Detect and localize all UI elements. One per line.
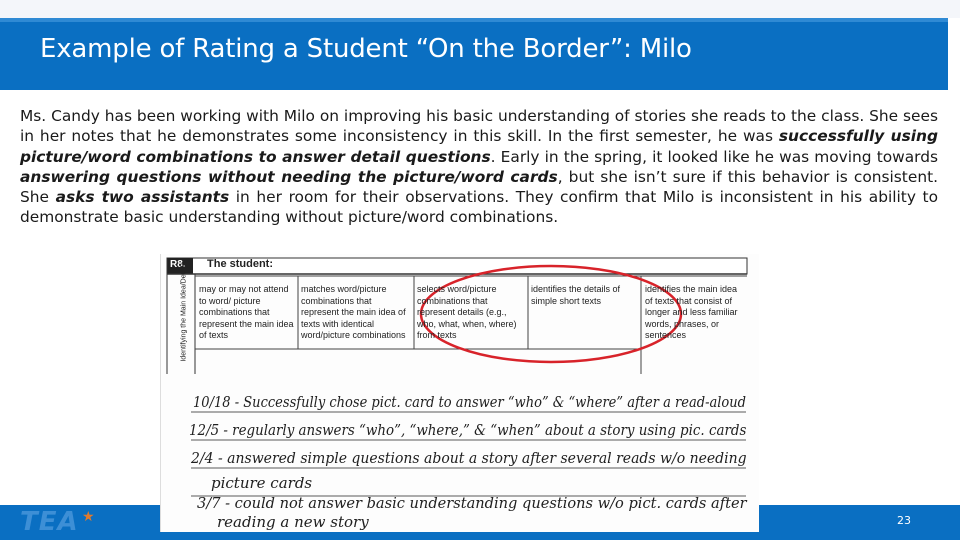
top-strip [0,0,960,18]
body-paragraph [20,106,938,228]
body-text-2: . Early in the spring, it looked like he was moving towards [490,147,939,166]
handwritten-note-4-cont: reading a new story [217,513,369,531]
handwritten-note-4: 3/7 - could not answer basic understanding questions w/o pict. cards after [197,494,747,512]
rubric-item-code: R8. [170,259,186,270]
scanned-rubric-image [160,254,759,532]
body-text-1: Ms. Candy has been working with Milo on improving his basic understanding of stories she reads to the class. She sees in her notes that he demonstrates some inconsistency in this skill. In the first semester, he was [20,107,938,146]
body-text-4: in her room for their observations. They confirm that Milo is inconsistent in his ability to demonstrate basic understanding without picture/word combinations. [20,188,938,227]
rubric-side-label: Identifying the Main Idea/Details [180,261,188,362]
emphasis-1: successfully using picture/word combinations to answer detail questions [20,127,938,166]
emphasis-2: answering questions without needing the picture/word cards [20,167,558,186]
rubric-cell-5: identifies the main idea of texts that consist of longer and less familiar words, phrases, or sentences [645,284,738,340]
rubric-cell-2: matches word/picture combinations that represent the main idea of texts with identical word/picture combinations [301,284,406,340]
rubric-cell-4: identifies the details of simple short texts [531,284,621,306]
tea-logo: TEA ★ [20,507,96,537]
body-text-3: , but she isn’t sure if this behavior is consistent. She [20,167,938,207]
rubric-cell-1: may or may not attend to word/ picture combinations that represent the main idea of texts [199,284,294,340]
rubric-header: The student: [207,258,273,270]
handwritten-note-2: 12/5 - regularly answers “who”, “where,” & “when” about a story using pic. cards [189,421,747,439]
handwritten-note-1: 10/18 - Successfully chose pict. card to answer “who” & “where” after a read-aloud [193,393,747,411]
star-icon: ★ [82,509,96,525]
emphasis-3: asks two assistants [55,188,230,207]
rubric-cell-3: selects word/picture combinations that represent details (e.g., who, what, when, where) from texts [417,284,517,340]
handwritten-note-3-cont: picture cards [211,474,313,492]
handwritten-note-3: 2/4 - answered simple questions about a story after several reads w/o needing [191,449,747,467]
slide-title: Example of Rating a Student “On the Border”: Milo [40,34,692,64]
page-number: 23 [897,514,911,527]
